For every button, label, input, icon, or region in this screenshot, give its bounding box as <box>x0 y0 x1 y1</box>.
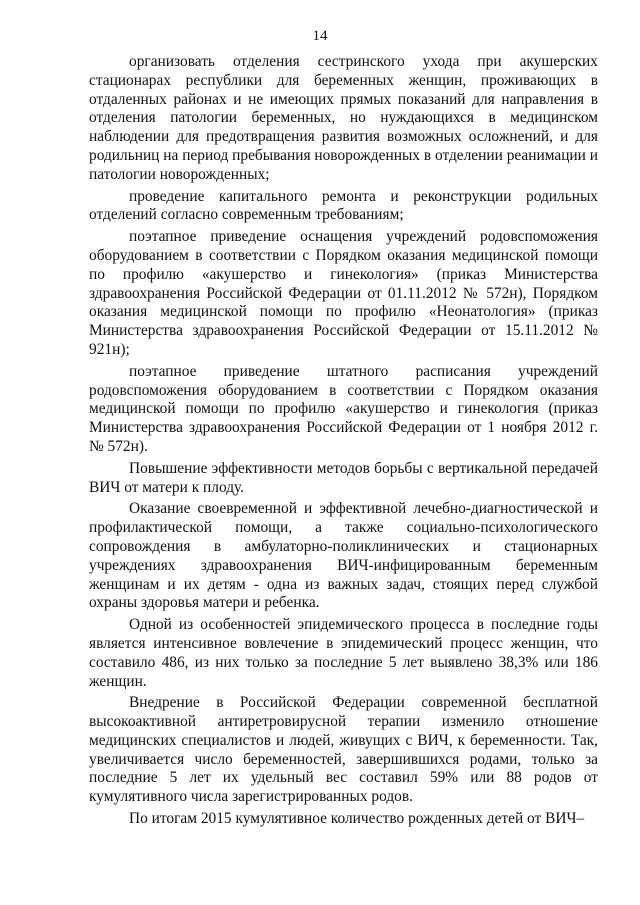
paragraph-equipment: поэтапное приведение оснащения учреждений родовспоможения оборудованием в соответствии с Порядком оказания медицинской помощи по профилю «акушерство и гинекология» (приказ Министерства здравоохранения Российской Федерации от 01.11.2012 № 572н), Порядком оказания медицинской помощи по профилю «Неонатология» (приказ Министерства здравоохранения Российской Федерации от 15.11.2012 № 921н); <box>89 228 598 358</box>
paragraph-care-provision: Оказание своевременной и эффективной лечебно-диагностической и профилактической помощи, а также социально-психологического сопровождения в амбулаторно-поликлинических и стационарных учреждениях здравоохранения ВИЧ-инфицированным беременным женщинам и их детям - одна из важных задач, стоящих перед службой охраны здоровья матери и ребенка. <box>89 500 598 612</box>
paragraph-renovation: проведение капитального ремонта и реконструкции родильных отделений согласно современным требованиям; <box>89 187 598 224</box>
page-number: 14 <box>312 28 328 44</box>
paragraph-hiv-transmission: Повышение эффективности методов борьбы с вертикальной передачей ВИЧ от матери к плоду. <box>89 459 598 496</box>
paragraph-2015-results: По итогам 2015 кумулятивное количество рожденных детей от ВИЧ– <box>129 810 585 828</box>
paragraph-art-introduction: Внедрение в Российской Федерации современной бесплатной высокоактивной антиретровирусной терапии изменило отношение медицинских специалистов и людей, живущих с ВИЧ, к беременности. Так, увеличивается число беременностей, завершившихся родами, только за последние 5 лет их удельный вес составил 59% или 88 родов от кумулятивного числа зарегистрированных родов. <box>89 694 598 806</box>
document-body <box>89 53 598 829</box>
paragraph-epidemic-features: Одной из особенностей эпидемического процесса в последние годы является интенсивное вовлечение в эпидемический процесс женщин, что составило 486, из них только за последние 5 лет выявлено 38,3% или 186 женщин. <box>89 616 598 690</box>
paragraph-staffing: поэтапное приведение штатного расписания учреждений родовспоможения оборудованием в соответствии с Порядком оказания медицинской помощи по профилю «акушерство и гинекология (приказ Министерства здравоохранения Российской Федерации от 1 ноября 2012 г. № 572н). <box>89 362 598 455</box>
paragraph-nursing-units: организовать отделения сестринского ухода при акушерских стационарах республики для беременных женщин, проживающих в отдаленных районах и не имеющих прямых показаний для направления в отделения патологии беременных, но нуждающихся в медицинском наблюдении для предотвращения развития возможных осложнений, и для родильниц на период пребывания новорожденных в отделении реанимации и патологии новорожденных; <box>89 53 598 183</box>
